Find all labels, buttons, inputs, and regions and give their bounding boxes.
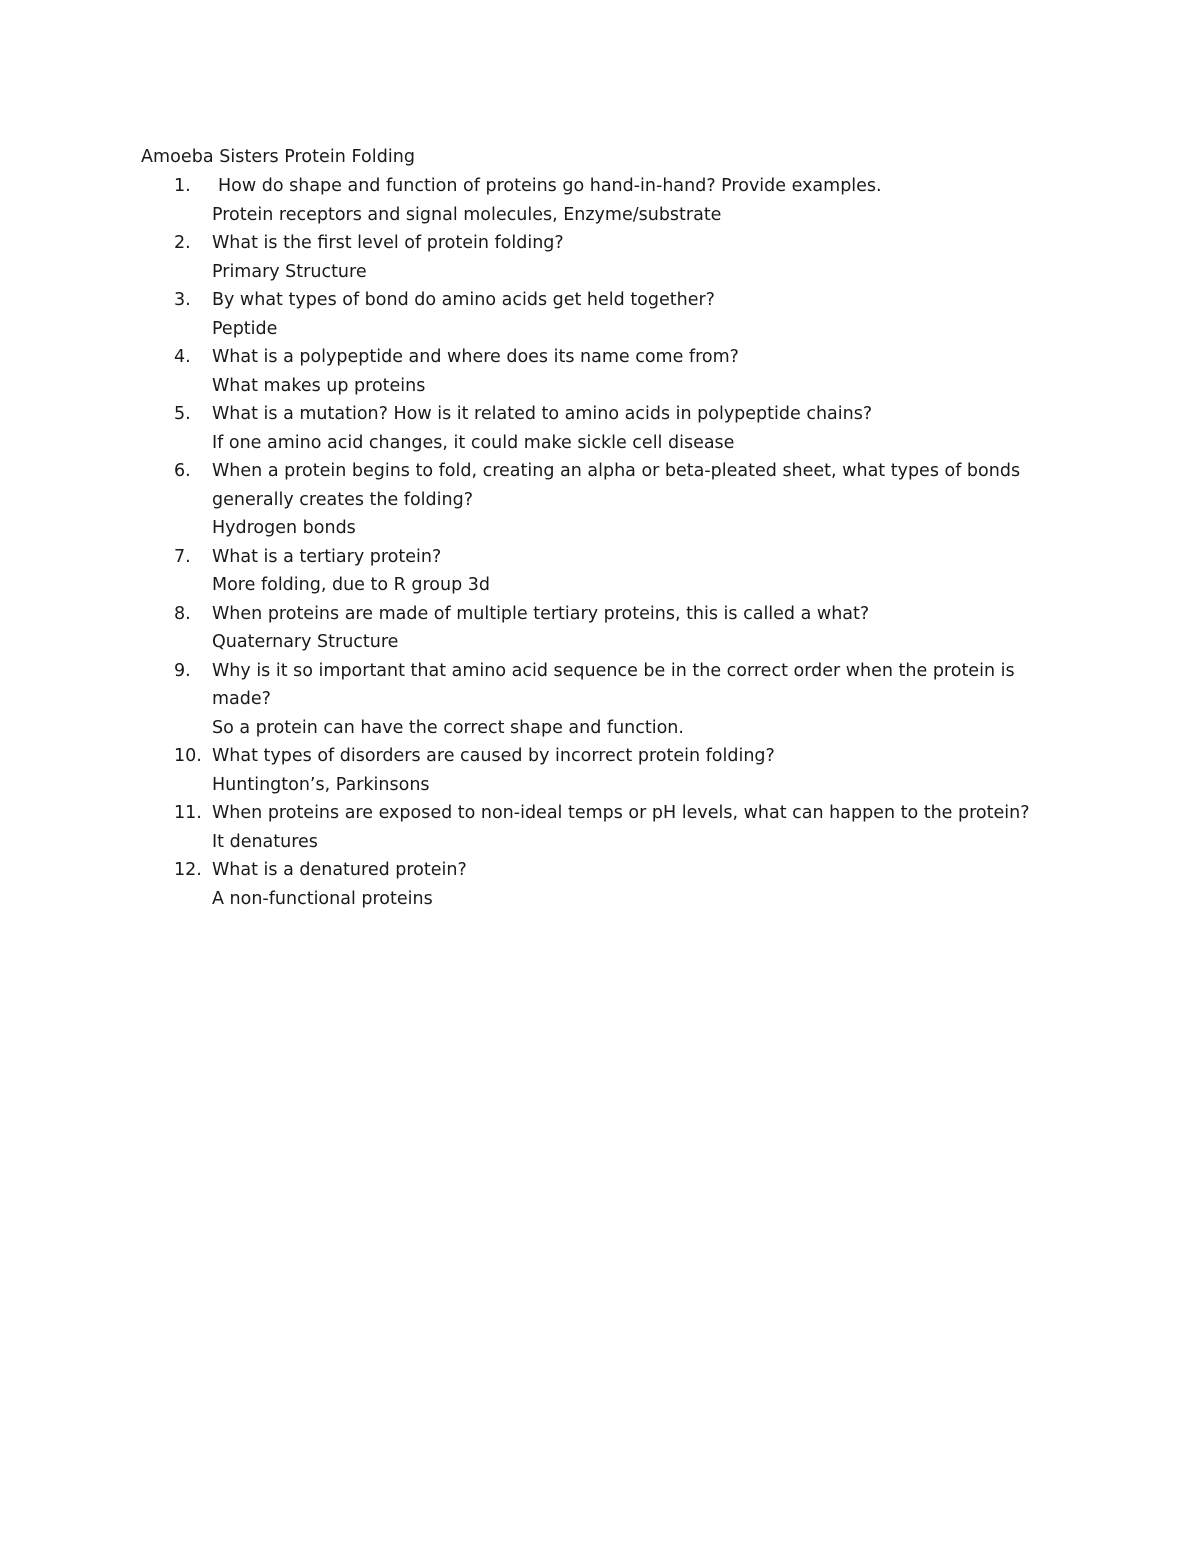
question-number: 9. xyxy=(174,660,191,681)
answer-text: More folding, due to R group 3d xyxy=(212,575,490,595)
question-text: When proteins are exposed to non-ideal temps or pH levels, what can happen to the protein? xyxy=(212,803,1030,823)
question-number: 10. xyxy=(174,746,202,766)
answer-text: Primary Structure xyxy=(212,261,367,282)
question-number: 12. xyxy=(174,860,202,880)
answer-text: What makes up proteins xyxy=(212,375,426,396)
list-item xyxy=(141,742,1041,799)
question-text: What types of disorders are caused by incorrect protein folding? xyxy=(212,746,775,766)
question-text: What is a polypeptide and where does its name come from? xyxy=(212,347,739,367)
question-number: 4. xyxy=(174,347,191,367)
question-text: What is a denatured protein? xyxy=(212,860,467,880)
list-item xyxy=(141,543,1041,600)
question-number: 5. xyxy=(174,404,191,424)
question-number: 8. xyxy=(174,603,191,624)
document-body xyxy=(141,143,1041,913)
answer-text: Huntington’s, Parkinsons xyxy=(212,774,430,795)
question-text: How do shape and function of proteins go hand-in-hand? Provide examples. xyxy=(218,176,882,196)
answer-text: Protein receptors and signal molecules, Enzyme/substrate xyxy=(212,204,722,225)
list-item xyxy=(141,799,1041,856)
answer-text: Hydrogen bonds xyxy=(212,518,356,538)
question-number: 2. xyxy=(174,233,191,253)
answer-text: It denatures xyxy=(212,831,318,852)
question-number: 6. xyxy=(174,461,191,481)
question-text: What is the first level of protein folding? xyxy=(212,233,564,253)
question-text: By what types of bond do amino acids get held together? xyxy=(212,290,715,310)
list-item xyxy=(141,229,1041,286)
question-text: What is a mutation? How is it related to amino acids in polypeptide chains? xyxy=(212,404,873,424)
answer-text: Quaternary Structure xyxy=(212,632,399,652)
answer-text: So a protein can have the correct shape and function. xyxy=(212,717,684,738)
list-item xyxy=(141,600,1041,657)
question-text: When a protein begins to fold, creating an alpha or beta-pleated sheet, what types of bonds generally creates the folding? xyxy=(212,461,1021,510)
list-item xyxy=(141,172,1041,229)
answer-text: If one amino acid changes, it could make sickle cell disease xyxy=(212,432,735,453)
list-item xyxy=(141,856,1041,913)
question-text: When proteins are made of multiple tertiary proteins, this is called a what? xyxy=(212,603,870,624)
question-number: 11. xyxy=(174,803,202,823)
document-title: Amoeba Sisters Protein Folding xyxy=(141,147,416,167)
list-item xyxy=(141,286,1041,343)
answer-text: A non-functional proteins xyxy=(212,888,433,909)
question-text: What is a tertiary protein? xyxy=(212,546,442,567)
list-item xyxy=(141,457,1041,543)
question-text: Why is it so important that amino acid sequence be in the correct order when the protein is made? xyxy=(212,660,1015,709)
question-list xyxy=(141,172,1041,913)
question-number: 7. xyxy=(174,546,191,567)
answer-text: Peptide xyxy=(212,318,278,339)
list-item xyxy=(141,400,1041,457)
question-number: 3. xyxy=(174,290,191,310)
question-number: 1. xyxy=(174,176,191,196)
list-item xyxy=(141,657,1041,743)
list-item xyxy=(141,343,1041,400)
